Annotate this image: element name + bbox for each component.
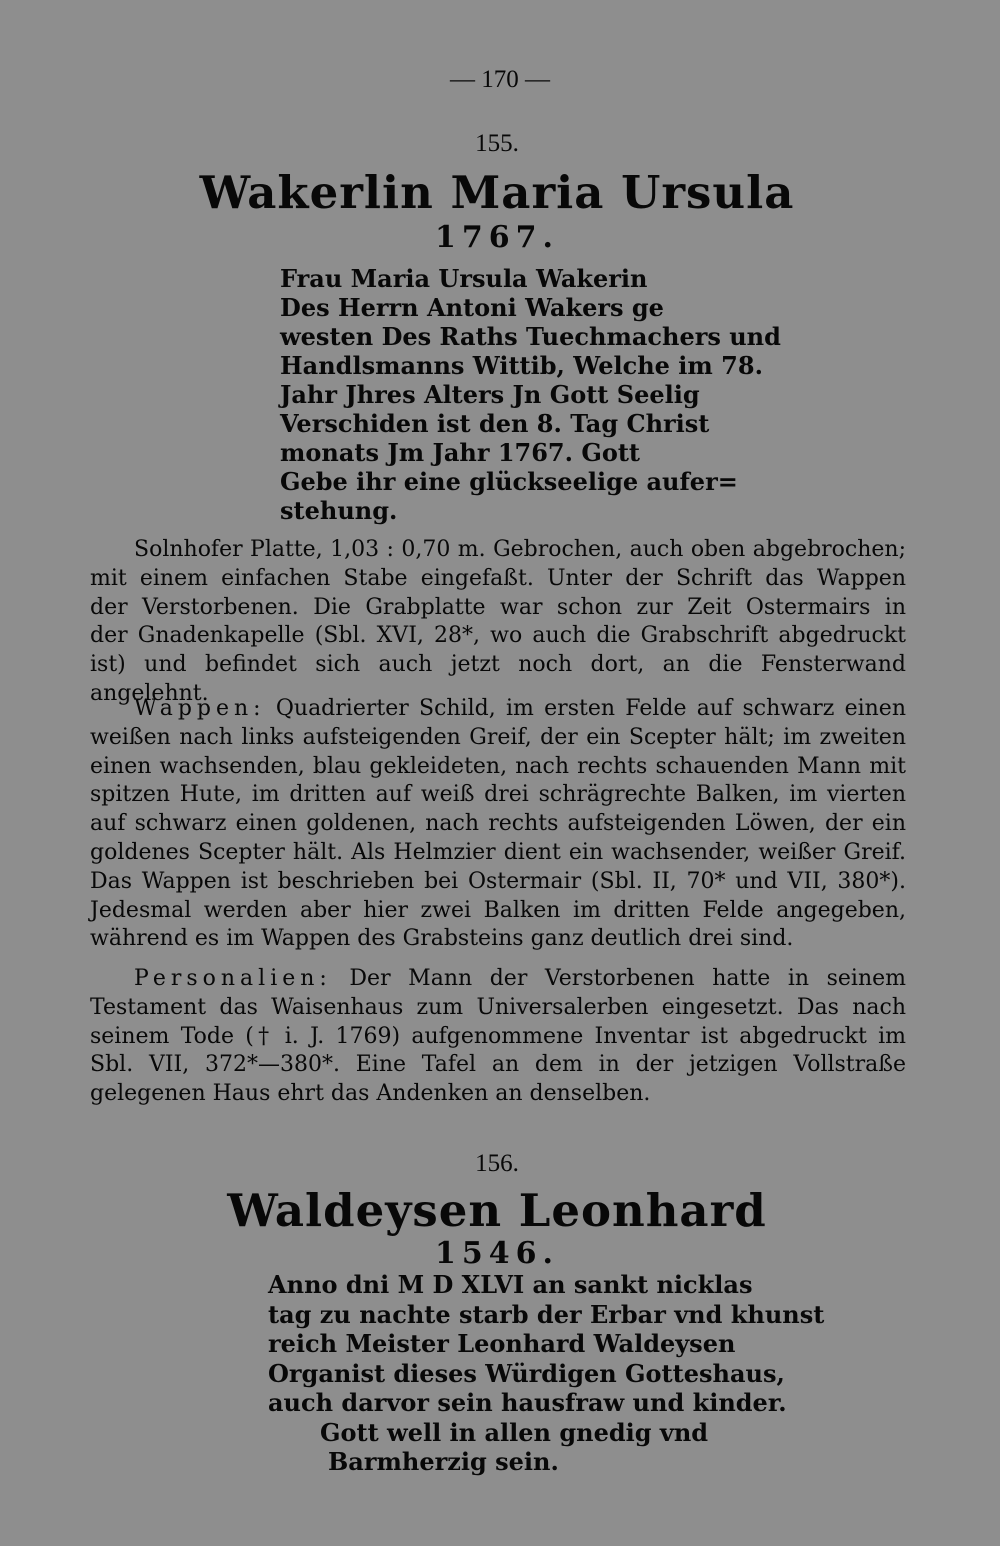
wappen-line: [90, 695, 906, 724]
inscription-line: Des Herrn Antoni Wakers ge: [280, 293, 664, 322]
description-line: mit einem einfachen Stabe eingefaßt. Unter der Schrift das Wappen: [90, 565, 906, 591]
wappen-line: Das Wappen ist beschrieben bei Ostermair (Sbl. II, 70* und VII, 380*).: [90, 868, 906, 894]
wappen-text: Quadrierter Schild, im ersten Felde auf schwarz einen: [265, 696, 906, 721]
inscription-line: Frau Maria Ursula Wakerin: [280, 264, 648, 293]
entry-year: 1767.: [435, 220, 559, 255]
personalien-line: Testament das Waisenhaus zum Universalerben eingesetzt. Das nach: [90, 994, 906, 1020]
inscription-block: [268, 1270, 824, 1477]
inscription-line: Barmherzig sein.: [328, 1447, 559, 1476]
description-line: der Gnadenkapelle (Sbl. XVI, 28*, wo auch die Grabschrift abgedruckt: [90, 623, 906, 649]
inscription-line: tag zu nachte starb der Erbar vnd khunst: [268, 1299, 825, 1329]
inscription-line: Gebe ihr eine glückseelige aufer=: [280, 467, 738, 496]
wappen-line: Jedesmal werden aber hier zwei Balken im dritten Felde angegeben,: [90, 897, 906, 923]
description-paragraph: [90, 536, 906, 709]
wappen-paragraph: [90, 695, 906, 954]
inscription-line: Organist dieses Würdigen Gotteshaus,: [268, 1358, 785, 1388]
wappen-line: goldenes Scepter hält. Als Helmzier dient ein wachsender, weißer Greif.: [90, 839, 906, 865]
wappen-line: einen wachsenden, blau gekleideten, nach rechts schauenden Mann mit: [90, 753, 906, 779]
wappen-line: auf schwarz einen goldenen, nach rechts aufsteigenden Löwen, der ein: [90, 811, 906, 837]
description-line: der Verstorbenen. Die Grabplatte war schon zur Zeit Ostermairs in: [90, 594, 906, 620]
inscription-line: reich Meister Leonhard Waldeysen: [268, 1329, 736, 1358]
description-line: Solnhofer Platte, 1,03 : 0,70 m. Gebrochen, auch oben abgebrochen;: [134, 537, 906, 562]
entry-number: 155.: [475, 130, 519, 157]
wappen-line: während es im Wappen des Grabsteins ganz deutlich drei sind.: [90, 926, 794, 952]
inscription-line: westen Des Raths Tuechmachers und: [280, 322, 781, 351]
personalien-line: gelegenen Haus ehrt das Andenken an denselben.: [90, 1081, 651, 1107]
wappen-line: spitzen Hute, im dritten auf weiß drei schrägrechte Balken, im vierten: [90, 782, 906, 808]
personalien-paragraph: [90, 965, 906, 1109]
entry-title: Wakerlin Maria Ursula: [199, 166, 795, 219]
inscription-line: Handlsmanns Wittib, Welche im 78.: [280, 351, 763, 380]
personalien-label: Personalien:: [134, 966, 332, 991]
page-number: — 170 —: [450, 66, 550, 93]
inscription-line: Gott well in allen gnedig vnd: [320, 1417, 709, 1447]
entry-year: 1546.: [435, 1236, 559, 1271]
personalien-line: [90, 965, 906, 994]
description-line: ist) und befindet sich auch jetzt noch dort, an die Fensterwand angelehnt.: [90, 652, 906, 706]
inscription-line: Verschiden ist den 8. Tag Christ: [280, 409, 710, 438]
wappen-line: weißen nach links aufsteigenden Greif, der ein Scepter hält; im zweiten: [90, 724, 906, 750]
entry-number: 156.: [475, 1150, 519, 1177]
wappen-label: Wappen:: [134, 696, 266, 721]
personalien-line: Sbl. VII, 372*—380*. Eine Tafel an dem in der jetzigen Vollstraße: [90, 1052, 906, 1078]
inscription-line: monats Jm Jahr 1767. Gott: [280, 438, 640, 467]
personalien-text: Der Mann der Verstorbenen hatte in seinem: [331, 966, 906, 991]
inscription-line: Anno dni M D XLVI an sankt nicklas: [268, 1270, 753, 1299]
entry-title: Waldeysen Leonhard: [227, 1184, 767, 1237]
inscription-line: Jahr Jhres Alters Jn Gott Seelig: [280, 380, 700, 409]
inscription-line: auch darvor sein hausfraw und kinder.: [268, 1388, 787, 1417]
inscription-line: stehung.: [280, 496, 398, 525]
personalien-line: seinem Tode († i. J. 1769) aufgenommene Inventar ist abgedruckt im: [90, 1023, 906, 1049]
inscription-block: [280, 264, 781, 525]
